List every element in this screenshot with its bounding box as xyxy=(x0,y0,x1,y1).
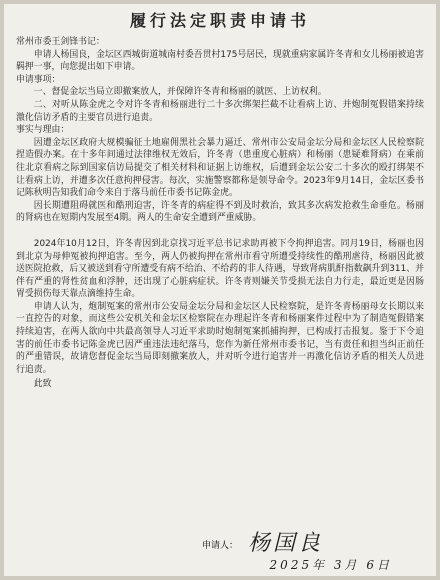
handwritten-signature: 杨国良 xyxy=(248,531,324,556)
facts-heading: 事实与理由： xyxy=(16,125,70,136)
request-item-2: 二、对听从陈金虎之令对许冬青和杨丽进行二十多次绑架拦截不让看病上访、并炮制冤假错案持续激化信访矛盾的主要官员进行追责。 xyxy=(16,99,424,123)
requests-heading: 申请事项： xyxy=(16,74,61,85)
signature-label: 申请人： xyxy=(202,541,239,551)
closing: 此致 xyxy=(33,379,52,390)
handwritten-date: 2025年 3月 6日 xyxy=(269,558,392,572)
facts-paragraph-4: 申请人认为，炮制冤案的常州市公安局金坛分局和金坛区人民检察院，是许冬青杨丽母女长期以来一直控告的对象，而这些公安机关和金坛区检察院在办理起许冬青和杨丽案件过程中为了制造冤假错案持续迫害，在两人欲向中共最高领导人习近平求助时炮制冤案抓捕拘押，已构成打击报复。鉴于下令追害的前任市委书记陈金虎已因严重违法违纪落马，您作为新任常州市委书记，当有责任和担当纠正前任的严重错误，故请您督促金坛当局即刻撤案放人，并对听令进行追害并一再激化信访矛盾的相关人员进行追责。 xyxy=(16,301,424,375)
signature-block xyxy=(202,530,392,554)
facts-paragraph-3: 2024年10月12日，许冬青因到北京找习近平总书记求助再被下令拘押追害。同月19日，杨丽也因到北京为母伸冤被拘押追害。至今，两人仍被拘押在常州市看守所遭受持续性的酷刑虐待，杨丽因此被送医院抢救，后又被送到看守所遭受有病不给治、不给药的非人待遇，导致肾病肌酐指数飙升到311、并伴有严重的肾性贫血和浮肿，还出现了心脏病症状。许冬青则嫌关节受损无法自力行走，最近更是因肠胃受损伤每天靠点滴维持生命。 xyxy=(16,238,424,300)
petition-document xyxy=(4,4,436,576)
salutation: 常州市委王剑锋书记： xyxy=(16,37,105,47)
applicant-intro: 申请人杨国良，金坛区西城街道城南村委吾贯村175号居民，现就重病家属许冬青和女儿杨丽被追害羁押一事，向您提出如下申请。 xyxy=(16,49,424,73)
request-item-1: 一、督促金坛当局立即撤案放人，并保障许冬青和杨丽的就医、上访权利。 xyxy=(33,87,327,98)
facts-paragraph-1: 因遭金坛区政府大规模骗征土地雇佣黑社会暴力逼迁、常州市公安局金坛分局和金坛区人民检察院捏造假办案。在十多年间通过法律维权无效后，许冬青（患重度心脏病）和杨丽（患疑难肾病）在乘前往北京看病之际到国家信访局提交了相关材料和证据上访维权，后遭到金坛公安二十多次的殴打绑架不让看病上访，并遭多次任意拘押侵害。每次，实施警察都称是领导命令。2023年9月14日，金坛区委书记陈秋明告知我们命令来自于落马前任市委书记陈金虎。 xyxy=(16,137,424,199)
facts-paragraph-2: 因长期遭阻碍就医和酷刑迫害，许冬青的病症得不到及时救治，致其多次病发抢救生命垂危。杨丽的肾病也在短期内发展至4期。两人的生命安全遭到严重威胁。 xyxy=(16,200,424,224)
document-title: 履行法定职责申请书 xyxy=(129,11,310,30)
